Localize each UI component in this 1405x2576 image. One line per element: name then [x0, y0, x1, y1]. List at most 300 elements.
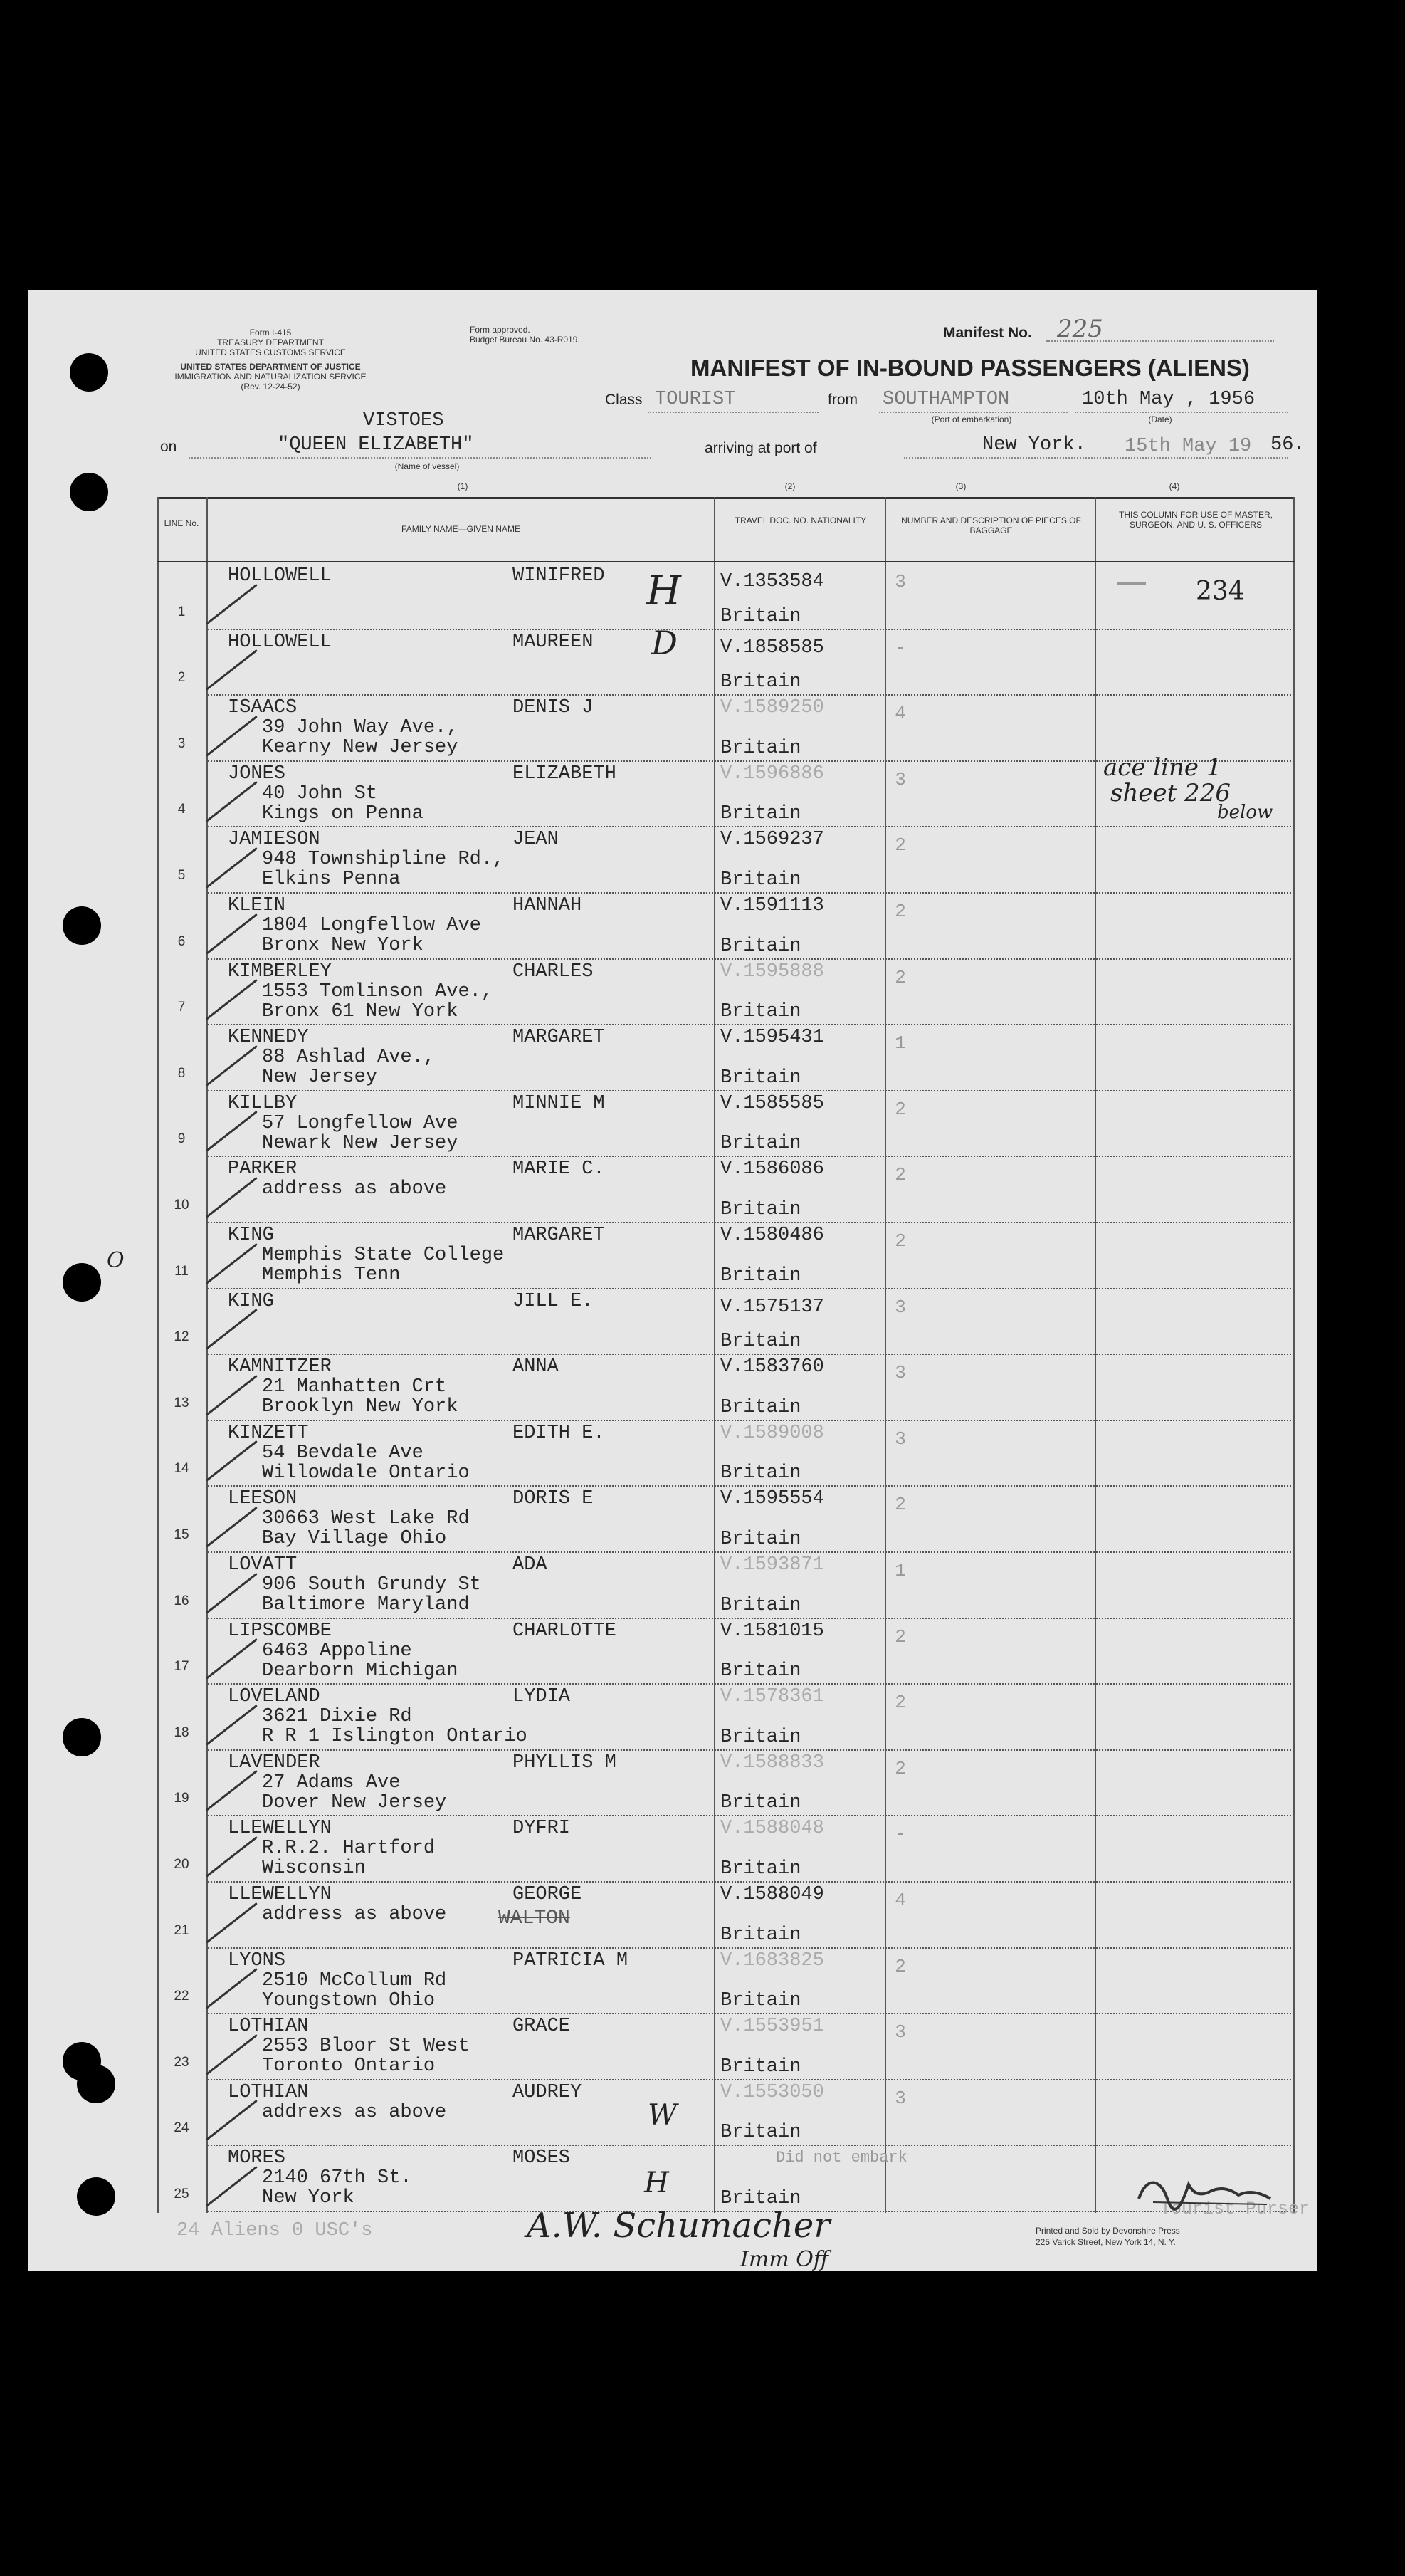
nationality: Britain: [720, 1198, 801, 1220]
family-name: KINZETT: [228, 1422, 309, 1444]
manifest-number: 225: [1057, 315, 1103, 343]
embark-date: 10th May , 1956: [1082, 389, 1256, 410]
family-name: LAVENDER: [228, 1752, 320, 1774]
given-name: MINNIE M: [512, 1092, 605, 1114]
punch-hole: [77, 2177, 115, 2216]
class-label: Class: [605, 392, 643, 408]
from-underline: [879, 412, 1068, 413]
table-row: [157, 1683, 1295, 1749]
travel-doc-number: V.1353584: [720, 571, 824, 592]
address-line-2: Bronx New York: [262, 935, 423, 956]
given-name: PHYLLIS M: [512, 1752, 616, 1774]
inspector-signature: A.W. Schumacher: [527, 2206, 831, 2246]
table-row: [157, 1618, 1295, 1684]
row-number: 18: [174, 1724, 189, 1740]
nationality: Britain: [720, 1462, 801, 1485]
table-row: [157, 1222, 1295, 1288]
nationality: Britain: [720, 1265, 801, 1287]
address-line-2: Brooklyn New York: [262, 1396, 458, 1418]
baggage-count: 2: [895, 1757, 906, 1779]
family-name: LYONS: [228, 1949, 286, 1972]
nationality: Britain: [720, 869, 801, 891]
baggage-count: 2: [895, 901, 906, 922]
family-name: KLEIN: [228, 895, 286, 916]
family-name: LOTHIAN: [228, 2081, 309, 2103]
travel-doc-number: V.1586086: [720, 1158, 824, 1180]
punch-hole: [77, 2065, 115, 2103]
row-number: 22: [174, 1989, 189, 2004]
check-mark: [206, 1243, 258, 1284]
baggage-count: 2: [895, 1164, 906, 1186]
baggage-count: 4: [895, 1890, 906, 1911]
address-line-1: 6463 Appoline: [262, 1640, 412, 1662]
given-name: DYFRI: [512, 1818, 571, 1840]
inspector-title: Imm Off: [740, 2247, 829, 2272]
given-name: JILL E.: [512, 1290, 594, 1312]
nationality: Britain: [720, 671, 801, 693]
port-underline: [904, 457, 1288, 459]
row-number: 14: [174, 1461, 189, 1477]
check-mark: [206, 913, 258, 955]
row-number: 9: [177, 1131, 186, 1147]
table-top-rule: [157, 497, 1295, 499]
row-number: 7: [177, 1000, 186, 1015]
baggage-count: 2: [895, 1692, 906, 1714]
baggage-count: 2: [895, 1230, 906, 1252]
row-number: 25: [174, 2186, 189, 2201]
table-row: [157, 1024, 1295, 1090]
check-mark: [206, 1573, 258, 1614]
officer-note-line1: ace line 1: [1103, 753, 1222, 782]
table-row: [157, 629, 1295, 695]
family-name: HOLLOWELL: [228, 565, 332, 587]
row-number: 8: [177, 1065, 186, 1081]
address-line-2: Baltimore Maryland: [262, 1594, 470, 1616]
table-row: [157, 562, 1295, 629]
class-value: TOURIST: [655, 389, 736, 410]
margin-circle-mark: O: [107, 1248, 125, 1273]
row-number: 19: [174, 1791, 189, 1806]
form-approved: Form approved.: [470, 325, 530, 335]
table-row: [157, 2013, 1295, 2079]
check-mark: [206, 649, 258, 691]
baggage-count: 3: [895, 1362, 906, 1384]
address-line-1: 2553 Bloor St West: [262, 2036, 470, 2058]
nationality: Britain: [720, 1792, 801, 1814]
travel-doc-number: V.1575137: [720, 1296, 824, 1318]
col-header-name: FAMILY NAME—GIVEN NAME: [401, 524, 520, 534]
table-row: [157, 892, 1295, 958]
handwritten-mark-h2: H: [644, 2167, 669, 2199]
row-number: 1: [177, 604, 186, 619]
address-line-1: 88 Ashlad Ave.,: [262, 1047, 436, 1069]
family-name: ISAACS: [228, 697, 298, 719]
punch-hole: [63, 906, 101, 945]
nationality: Britain: [720, 2187, 801, 2209]
arrival-year: 56.: [1270, 434, 1305, 456]
class-underline: [648, 412, 819, 413]
baggage-count: 2: [895, 1625, 906, 1648]
col-header-officers: THIS COLUMN FOR USE OF MASTER, SURGEON, AND U. S. OFFICERS: [1118, 510, 1273, 530]
address-line-1: 39 John Way Ave.,: [262, 717, 458, 739]
address-line-2: Bronx 61 New York: [262, 1000, 458, 1022]
baggage-count: 3: [895, 1428, 906, 1450]
given-name: LYDIA: [512, 1686, 571, 1708]
from-label: from: [828, 392, 858, 408]
baggage-count: 3: [895, 571, 906, 592]
punch-hole: [63, 1718, 101, 1756]
vessel-name: "QUEEN ELIZABETH": [278, 434, 474, 456]
travel-doc-number: V.1589008: [720, 1422, 824, 1444]
travel-doc-number: V.1585585: [720, 1092, 824, 1114]
given-name: MARGARET: [512, 1225, 605, 1246]
travel-doc-number: V.1588049: [720, 1884, 824, 1905]
travel-doc-number: V.1580486: [720, 1225, 824, 1246]
address-line-1: 906 South Grundy St: [262, 1574, 481, 1596]
address-line-2: New Jersey: [262, 1067, 378, 1089]
travel-doc-number: V.1858585: [720, 637, 824, 659]
address-line-1: 30663 West Lake Rd: [262, 1508, 470, 1530]
officer-note-line2: sheet 226: [1110, 779, 1231, 807]
nationality: Britain: [720, 1331, 801, 1353]
travel-doc-number: V.1583760: [720, 1356, 824, 1378]
nationality: Britain: [720, 935, 801, 957]
given-name: JEAN: [512, 829, 559, 851]
given-name: CHARLES: [512, 960, 594, 983]
given-name: WINIFRED: [512, 565, 605, 587]
date-underline: [1075, 412, 1288, 413]
check-mark: [206, 1440, 258, 1482]
travel-doc-number: V.1595554: [720, 1488, 824, 1510]
passenger-table: [157, 497, 1295, 2213]
check-mark: [206, 1111, 258, 1152]
nationality: Britain: [720, 1660, 801, 1682]
baggage-count: 4: [895, 703, 906, 725]
check-mark: [206, 2034, 258, 2075]
travel-doc-number: V.1578361: [720, 1686, 824, 1708]
row-number: 24: [174, 2120, 189, 2136]
treasury-department: TREASURY DEPARTMENT: [217, 337, 324, 347]
nationality: Britain: [720, 803, 801, 825]
given-name: MAUREEN: [512, 631, 594, 653]
family-name: LLEWELLYN: [228, 1818, 332, 1840]
family-name: HOLLOWELL: [228, 631, 332, 653]
family-name: PARKER: [228, 1158, 298, 1180]
row-number: 23: [174, 2054, 189, 2070]
handwritten-mark-d: D: [651, 624, 678, 662]
on-label: on: [160, 439, 177, 455]
row-number: 15: [174, 1527, 189, 1542]
baggage-count: 2: [895, 1955, 906, 1977]
address-line-1: 57 Longfellow Ave: [262, 1112, 458, 1134]
row-number: 17: [174, 1659, 189, 1675]
table-row: [157, 826, 1295, 892]
did-not-embark-note: Did not embark: [776, 2149, 907, 2167]
travel-doc-number: V.1593871: [720, 1554, 824, 1576]
row-number: 2: [177, 670, 186, 686]
table-row: [157, 1090, 1295, 1156]
nationality: Britain: [720, 1396, 801, 1418]
given-name: CHARLOTTE: [512, 1620, 616, 1642]
date-caption: (Date): [1148, 414, 1172, 424]
nationality: Britain: [720, 1858, 801, 1880]
nationality: Britain: [720, 737, 801, 759]
nationality: Britain: [720, 2122, 801, 2144]
address-line-2: Kings on Penna: [262, 802, 423, 824]
baggage-count: 1: [895, 1560, 906, 1581]
check-mark: [206, 1902, 258, 1944]
printer-line-1: Printed and Sold by Devonshire Press: [1036, 2226, 1180, 2236]
travel-doc-number: V.1553951: [720, 2016, 824, 2038]
table-row: [157, 1551, 1295, 1618]
family-name: KING: [228, 1225, 274, 1246]
nationality: Britain: [720, 1133, 801, 1155]
nationality: Britain: [720, 2056, 801, 2078]
check-mark: [206, 847, 258, 889]
customs-service: UNITED STATES CUSTOMS SERVICE: [195, 347, 346, 357]
officer-note-line3: below: [1217, 802, 1273, 823]
address-line-1: address as above: [262, 1904, 447, 1925]
row-number: 21: [174, 1922, 189, 1938]
nationality: Britain: [720, 1528, 801, 1550]
row-number: 12: [174, 1329, 189, 1345]
travel-doc-number: V.1588048: [720, 1818, 824, 1840]
baggage-count: 3: [895, 2087, 906, 2109]
given-name: EDITH E.: [512, 1422, 605, 1444]
budget-bureau: Budget Bureau No. 43-R019.: [470, 335, 580, 345]
family-name: JAMIESON: [228, 829, 320, 851]
address-line-1: addrexs as above: [262, 2101, 447, 2123]
family-name: LLEWELLYN: [228, 1884, 332, 1905]
family-name: LOVATT: [228, 1554, 298, 1576]
travel-doc-number: V.1588833: [720, 1752, 824, 1774]
given-name: MOSES: [512, 2147, 571, 2169]
table-row: [157, 694, 1295, 760]
given-name: DENIS J: [512, 697, 594, 719]
baggage-count: 3: [895, 768, 906, 790]
baggage-count: 2: [895, 966, 906, 988]
nationality: Britain: [720, 1726, 801, 1748]
punch-hole: [63, 1263, 101, 1302]
check-mark: [206, 979, 258, 1020]
given-name: PATRICIA M: [512, 1949, 628, 1972]
row-number: 20: [174, 1856, 189, 1872]
baggage-count: 3: [895, 1296, 906, 1318]
address-line-2: Newark New Jersey: [262, 1132, 458, 1154]
arriving-port: New York.: [982, 434, 1086, 456]
travel-doc-number: V.1596886: [720, 763, 824, 785]
check-mark: [206, 716, 258, 757]
family-name: KENNEDY: [228, 1027, 309, 1049]
travel-doc-number: V.1595888: [720, 960, 824, 983]
ins-service: IMMIGRATION AND NATURALIZATION SERVICE: [174, 372, 367, 382]
table-row: [157, 1815, 1295, 1881]
vessel-underline: [189, 457, 651, 459]
address-line-2: Dover New Jersey: [262, 1791, 447, 1813]
nationality: Britain: [720, 605, 801, 627]
travel-doc-number: V.1595431: [720, 1027, 824, 1049]
justice-department: UNITED STATES DEPARTMENT OF JUSTICE: [180, 362, 361, 372]
manifest-underline: [1046, 340, 1274, 342]
nationality: Britain: [720, 1067, 801, 1089]
baggage-count: -: [895, 637, 906, 659]
address-line-1: 1804 Longfellow Ave: [262, 915, 481, 936]
given-name: MARIE C.: [512, 1158, 605, 1180]
given-name: ANNA: [512, 1356, 559, 1378]
row-number: 13: [174, 1395, 189, 1410]
arriving-label: arriving at port of: [705, 440, 817, 456]
address-line-1: address as above: [262, 1178, 447, 1200]
check-mark: [206, 1836, 258, 1878]
check-mark: [206, 1968, 258, 2009]
check-mark: [206, 1638, 258, 1680]
given-name: HANNAH: [512, 895, 582, 916]
given-name: GEORGE: [512, 1884, 582, 1905]
travel-doc-number: V.1683825: [720, 1949, 824, 1972]
check-mark: [206, 2100, 258, 2141]
nationality: Britain: [720, 1990, 801, 2012]
check-mark: [206, 2166, 258, 2207]
col-header-travel-doc: TRAVEL DOC. NO. NATIONALITY: [735, 515, 867, 525]
address-line-2: Kearny New Jersey: [262, 737, 458, 759]
check-mark: [206, 1177, 258, 1218]
table-row: [157, 2145, 1295, 2211]
address-line-1: 3621 Dixie Rd: [262, 1706, 412, 1728]
check-mark: [206, 781, 258, 822]
family-name: KING: [228, 1290, 274, 1312]
form-revision: (Rev. 12-24-52): [241, 382, 300, 392]
alien-count: 24 Aliens 0 USC's: [177, 2220, 373, 2241]
port-caption: (Port of embarkation): [931, 414, 1012, 424]
address-line-1: 40 John St: [262, 782, 378, 805]
family-name: KILLBY: [228, 1092, 298, 1114]
given-name: ADA: [512, 1554, 547, 1576]
baggage-count: -: [895, 1823, 906, 1845]
address-line-1: 2140 67th St.: [262, 2167, 412, 2189]
manifest-sheet: [28, 290, 1317, 2271]
travel-doc-number: V.1569237: [720, 829, 824, 851]
address-line-2: Willowdale Ontario: [262, 1462, 470, 1484]
col-header-line-no: LINE No.: [164, 518, 199, 528]
visitors-note: VISTOES: [363, 410, 444, 431]
family-name: LIPSCOMBE: [228, 1620, 332, 1642]
vessel-caption: (Name of vessel): [394, 461, 460, 471]
address-line-2: New York: [262, 2187, 354, 2209]
address-line-2: Bay Village Ohio: [262, 1528, 447, 1550]
manifest-label: Manifest No.: [943, 325, 1032, 341]
printer-line-2: 225 Varick Street, New York 14, N. Y.: [1036, 2237, 1176, 2247]
address-line-2: R R 1 Islington Ontario: [262, 1726, 527, 1748]
punch-hole: [70, 353, 108, 392]
nationality: Britain: [720, 1001, 801, 1023]
baggage-count: 2: [895, 1098, 906, 1120]
travel-doc-number: V.1591113: [720, 895, 824, 916]
address-line-1: 27 Adams Ave: [262, 1771, 401, 1794]
table-row: [157, 1420, 1295, 1486]
address-line-1: Memphis State College: [262, 1245, 505, 1266]
check-mark: [206, 1507, 258, 1548]
given-name: ELIZABETH: [512, 763, 616, 785]
manifest-title: MANIFEST OF IN-BOUND PASSENGERS (ALIENS): [690, 355, 1250, 381]
baggage-count: 2: [895, 1494, 906, 1516]
family-name: LEESON: [228, 1488, 298, 1510]
table-row: [157, 1156, 1295, 1222]
struck-given-name: WALTON: [498, 1907, 570, 1930]
travel-doc-number: V.1581015: [720, 1620, 824, 1642]
check-mark: [206, 1309, 258, 1350]
table-row: [157, 1354, 1295, 1420]
family-name: JONES: [228, 763, 286, 785]
row-number: 10: [174, 1197, 189, 1213]
address-line-1: 1553 Tomlinson Ave.,: [262, 980, 493, 1002]
handwritten-mark-w: W: [648, 2099, 678, 2132]
punch-hole: [70, 473, 108, 511]
table-row: [157, 1947, 1295, 2014]
col-header-baggage: NUMBER AND DESCRIPTION OF PIECES OF BAGGAGE: [901, 515, 1081, 535]
address-line-2: Dearborn Michigan: [262, 1660, 458, 1682]
handwritten-mark-h: H: [646, 568, 681, 614]
address-line-1: 2510 McCollum Rd: [262, 1969, 447, 1991]
row-number: 5: [177, 867, 186, 883]
nationality: Britain: [720, 1594, 801, 1616]
row-number: 3: [177, 735, 186, 751]
baggage-count: 2: [895, 834, 906, 857]
address-line-1: 948 Townshipline Rd.,: [262, 849, 505, 871]
from-value: SOUTHAMPTON: [883, 389, 1010, 410]
check-mark: [206, 1375, 258, 1416]
address-line-2: Memphis Tenn: [262, 1265, 401, 1286]
address-line-1: 21 Manhatten Crt: [262, 1376, 447, 1398]
given-name: MARGARET: [512, 1027, 605, 1049]
travel-doc-number: V.1589250: [720, 697, 824, 719]
family-name: KIMBERLEY: [228, 960, 332, 983]
table-row: [157, 1288, 1295, 1354]
col-num-3: (3): [955, 481, 967, 491]
family-name: LOVELAND: [228, 1686, 320, 1708]
arrival-date: 15th May 19: [1125, 436, 1252, 457]
col-num-1: (1): [457, 481, 468, 491]
table-row: [157, 958, 1295, 1025]
check-mark: [206, 1705, 258, 1746]
row-number: 11: [174, 1263, 189, 1279]
family-name: LOTHIAN: [228, 2016, 309, 2038]
family-name: KAMNITZER: [228, 1356, 332, 1378]
address-line-1: 54 Bevdale Ave: [262, 1442, 423, 1464]
given-name: GRACE: [512, 2016, 571, 2038]
family-name: MORES: [228, 2147, 286, 2169]
address-line-2: Toronto Ontario: [262, 2056, 436, 2078]
address-line-2: Elkins Penna: [262, 869, 401, 891]
address-line-2: Youngstown Ohio: [262, 1989, 436, 2011]
address-line-1: R.R.2. Hartford: [262, 1838, 436, 1860]
col-num-2: (2): [784, 481, 796, 491]
table-row: [157, 1881, 1295, 1947]
row-number: 16: [174, 1593, 189, 1608]
col-num-4: (4): [1169, 481, 1180, 491]
table-row: [157, 1485, 1295, 1551]
officer-dash: [1117, 582, 1146, 585]
check-mark: [206, 1770, 258, 1811]
check-mark: [206, 584, 258, 625]
row-number: 6: [177, 933, 186, 949]
purser-title: Tourist Purser: [1160, 2199, 1310, 2219]
form-number: Form I-415: [249, 328, 292, 337]
check-mark: [206, 1045, 258, 1087]
table-row: [157, 1749, 1295, 1816]
given-name: AUDREY: [512, 2081, 582, 2103]
baggage-count: 1: [895, 1032, 906, 1054]
travel-doc-number: V.1553050: [720, 2081, 824, 2103]
